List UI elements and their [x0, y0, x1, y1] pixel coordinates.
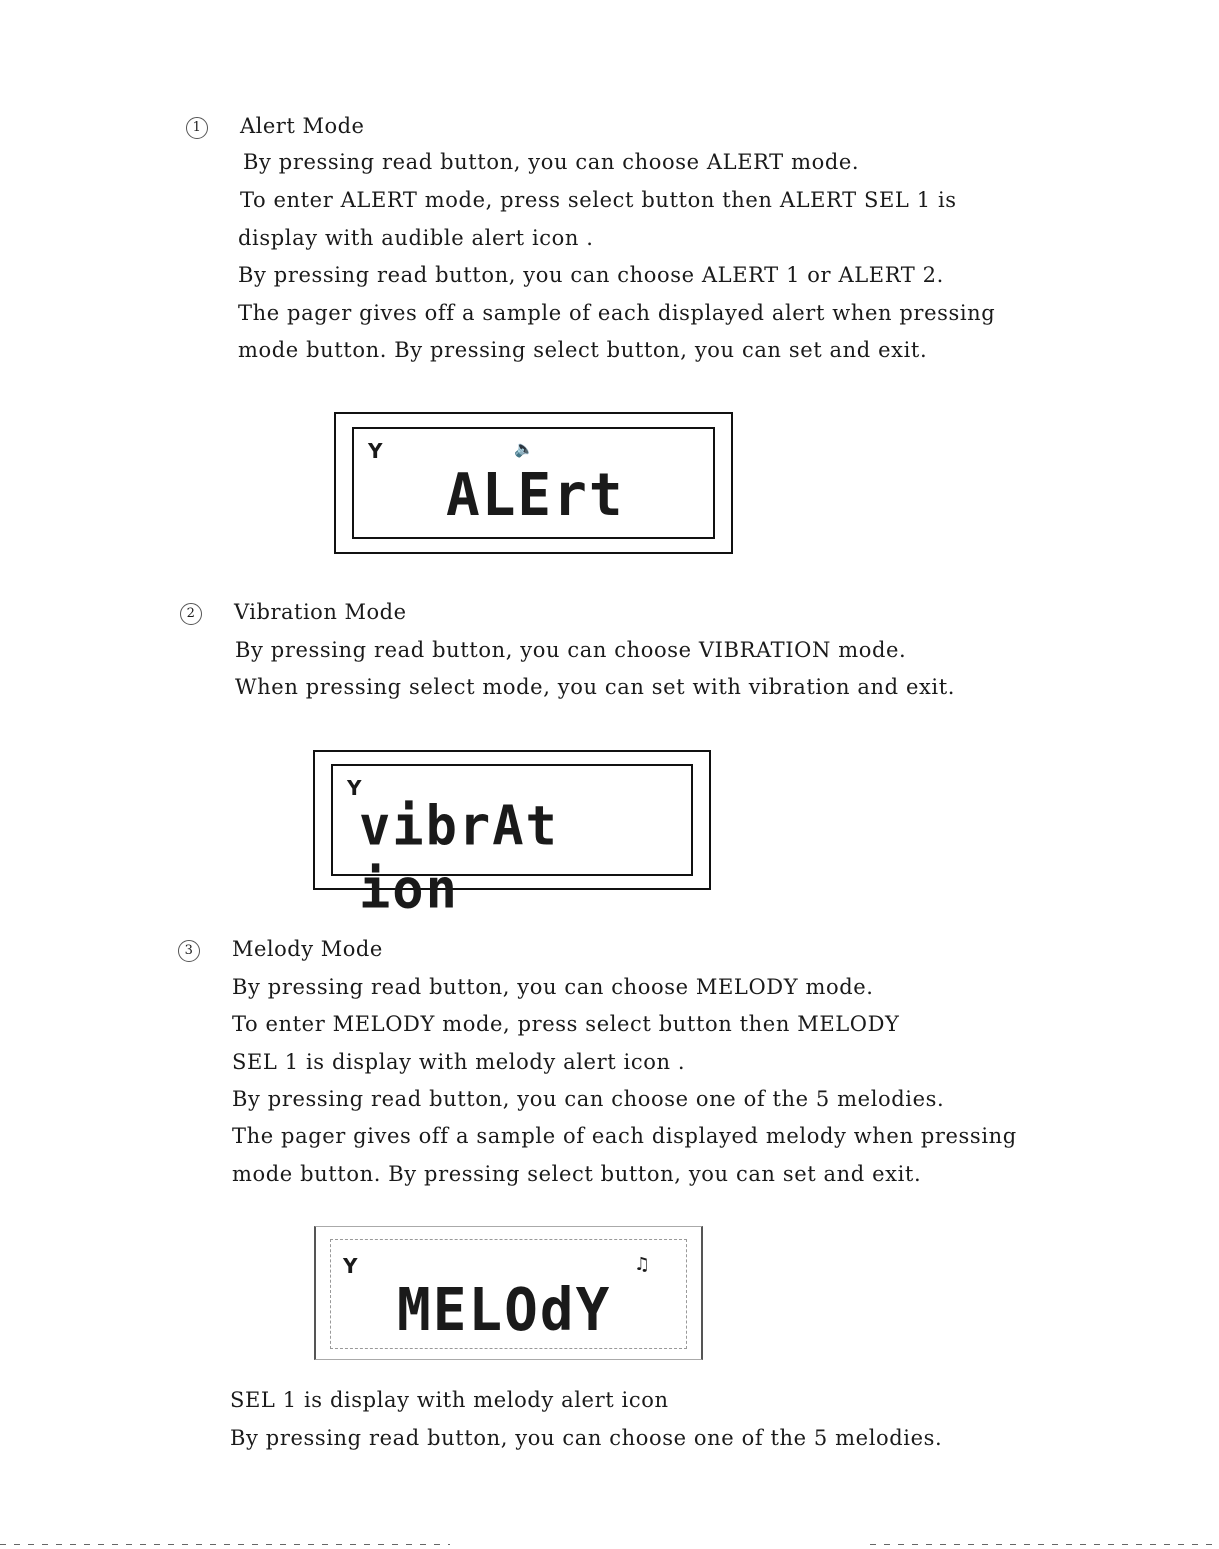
melody-lcd-screen: [330, 1239, 687, 1349]
section-2-title: Vibration Mode: [234, 600, 407, 624]
trailing-line-1: SEL 1 is display with melody alert icon: [230, 1388, 669, 1412]
speaker-icon: 🔈: [514, 439, 534, 458]
section-3-line-2: To enter MELODY mode, press select button then MELODY: [232, 1012, 900, 1036]
section-3-line-6: mode button. By pressing select button, you can set and exit.: [232, 1162, 922, 1186]
section-3-line-1: By pressing read button, you can choose MELODY mode.: [232, 975, 874, 999]
alert-lcd-screen: [352, 427, 715, 539]
section-2-line-1: By pressing read button, you can choose VIBRATION mode.: [235, 638, 907, 662]
music-note-icon: ♫: [634, 1254, 651, 1275]
circled-number-2: 2: [180, 603, 202, 625]
section-1-title: Alert Mode: [240, 114, 365, 138]
vibration-lcd-text: vibrAt ion: [359, 795, 559, 921]
section-2-line-2: When pressing select mode, you can set with vibration and exit.: [235, 675, 956, 699]
alert-lcd-display: [334, 412, 733, 554]
scan-artifact-line: [0, 1544, 450, 1545]
vibration-lcd-display: [313, 750, 711, 921]
section-1-line-1: By pressing read button, you can choose ALERT mode.: [243, 150, 860, 174]
section-3-line-5: The pager gives off a sample of each displayed melody when pressing: [232, 1124, 1017, 1148]
antenna-icon: Y: [347, 776, 362, 800]
circled-number-3: 3: [178, 940, 200, 962]
section-3-title: Melody Mode: [232, 937, 383, 961]
section-1-line-6: mode button. By pressing select button, you can set and exit.: [238, 338, 928, 362]
section-3-line-4: By pressing read button, you can choose one of the 5 melodies.: [232, 1087, 945, 1111]
section-1-line-3: display with audible alert icon .: [238, 226, 594, 250]
melody-lcd-text: MELOdY: [397, 1276, 612, 1345]
section-3-line-3: SEL 1 is display with melody alert icon .: [232, 1050, 686, 1074]
section-2-heading: [180, 600, 407, 625]
melody-lcd-display: [314, 1226, 703, 1360]
section-1-line-2: To enter ALERT mode, press select button then ALERT SEL 1 is: [240, 188, 957, 212]
section-1-line-4: By pressing read button, you can choose ALERT 1 or ALERT 2.: [238, 263, 944, 287]
trailing-line-2: By pressing read button, you can choose one of the 5 melodies.: [230, 1426, 943, 1450]
alert-lcd-text: ALErt: [446, 461, 625, 530]
vibration-lcd-screen: [331, 764, 693, 921]
antenna-icon: Y: [368, 439, 383, 463]
section-1-heading: [186, 114, 364, 139]
circled-number-1: 1: [186, 117, 208, 139]
section-3-heading: [178, 937, 383, 962]
section-1-line-5: The pager gives off a sample of each displayed alert when pressing: [238, 301, 996, 325]
scan-artifact-line: [870, 1544, 1219, 1545]
antenna-icon: Y: [343, 1254, 358, 1278]
